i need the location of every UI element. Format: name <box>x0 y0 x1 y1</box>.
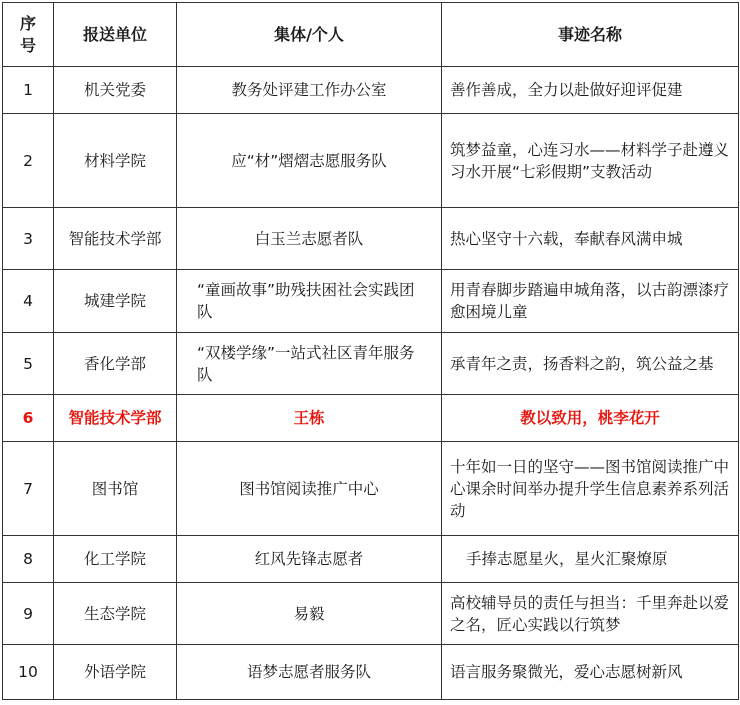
row-group: 白玉兰志愿者队 <box>177 208 442 270</box>
row-unit: 外语学院 <box>54 645 177 700</box>
row-group: 红风先锋志愿者 <box>177 536 442 583</box>
row-index: 1 <box>3 67 54 114</box>
table-row <box>3 270 739 333</box>
row-group: “童画故事”助残扶困社会实践团队 <box>177 270 442 333</box>
row-event: 用青春脚步踏遍申城角落，以古韵漂漆疗愈困境儿童 <box>442 270 739 333</box>
table-row <box>3 536 739 583</box>
row-index: 9 <box>3 583 54 645</box>
row-event: 承青年之责，扬香料之韵，筑公益之基 <box>442 333 739 395</box>
row-event: 教以致用，桃李花开 <box>442 395 739 442</box>
row-index: 6 <box>3 395 54 442</box>
row-unit: 香化学部 <box>54 333 177 395</box>
row-event: 善作善成，全力以赴做好迎评促建 <box>442 67 739 114</box>
row-index: 8 <box>3 536 54 583</box>
header-event: 事迹名称 <box>442 3 739 67</box>
header-group: 集体/个人 <box>177 3 442 67</box>
row-group: “双楼学缘”一站式社区青年服务队 <box>177 333 442 395</box>
row-event: 高校辅导员的责任与担当：千里奔赴以爱之名，匠心实践以行筑梦 <box>442 583 739 645</box>
row-group: 教务处评建工作办公室 <box>177 67 442 114</box>
table-row <box>3 583 739 645</box>
table-row <box>3 442 739 536</box>
row-group: 图书馆阅读推广中心 <box>177 442 442 536</box>
row-event: 筑梦益童，心连习水——材料学子赴遵义习水开展“七彩假期”支教活动 <box>442 114 739 208</box>
header-index: 序号 <box>3 3 54 67</box>
table-row-highlighted <box>3 395 739 442</box>
table-row <box>3 645 739 700</box>
table-row <box>3 333 739 395</box>
table-row <box>3 67 739 114</box>
row-unit: 化工学院 <box>54 536 177 583</box>
row-index: 7 <box>3 442 54 536</box>
row-unit: 智能技术学部 <box>54 208 177 270</box>
header-row <box>3 3 739 67</box>
row-unit: 生态学院 <box>54 583 177 645</box>
table-row <box>3 208 739 270</box>
row-index: 2 <box>3 114 54 208</box>
row-index: 5 <box>3 333 54 395</box>
row-event: 语言服务聚微光，爱心志愿树新风 <box>442 645 739 700</box>
row-unit: 材料学院 <box>54 114 177 208</box>
row-group: 应“材”熠熠志愿服务队 <box>177 114 442 208</box>
row-event: 十年如一日的坚守——图书馆阅读推广中心课余时间举办提升学生信息素养系列活动 <box>442 442 739 536</box>
row-group: 王栋 <box>177 395 442 442</box>
award-table <box>2 2 739 700</box>
row-group: 易毅 <box>177 583 442 645</box>
row-group: 语梦志愿者服务队 <box>177 645 442 700</box>
row-index: 10 <box>3 645 54 700</box>
row-unit: 机关党委 <box>54 67 177 114</box>
header-unit: 报送单位 <box>54 3 177 67</box>
row-index: 3 <box>3 208 54 270</box>
row-unit: 智能技术学部 <box>54 395 177 442</box>
row-event: 手捧志愿星火，星火汇聚燎原 <box>442 536 739 583</box>
row-unit: 图书馆 <box>54 442 177 536</box>
row-event: 热心坚守十六载，奉献春风满申城 <box>442 208 739 270</box>
row-unit: 城建学院 <box>54 270 177 333</box>
table-row <box>3 114 739 208</box>
row-index: 4 <box>3 270 54 333</box>
